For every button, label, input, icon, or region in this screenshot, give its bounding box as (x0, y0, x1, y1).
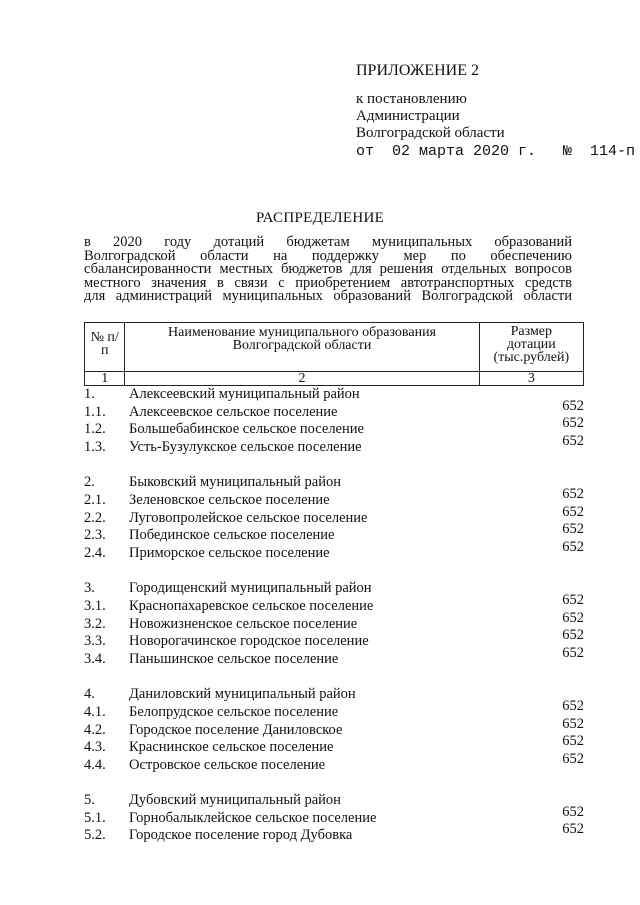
settlement-row (84, 697, 584, 722)
subsidy-amount: 652 (562, 591, 584, 608)
header-col-amount-line1: Размер (510, 324, 553, 339)
district-number: 4. (84, 686, 95, 703)
subsidy-amount: 652 (562, 539, 584, 555)
district-name: Городищенский муниципальный район (129, 580, 372, 597)
settlement-name: Усть-Бузулукское сельское поселение (129, 439, 362, 456)
district-number: 2. (84, 474, 95, 491)
settlement-number: 3.3. (84, 633, 106, 650)
intro-line: местного значения в связи с приобретением автотранспортных средств (84, 274, 572, 291)
settlement-row (84, 644, 584, 669)
settlement-name: Городское поселение Даниловское (129, 721, 343, 738)
settlement-number: 3.4. (84, 650, 106, 667)
intro-paragraph (84, 236, 572, 304)
subsidy-amount: 652 (562, 715, 584, 732)
settlement-number: 3.1. (84, 597, 106, 614)
settlement-name: Краснопахаревское сельское поселение (129, 597, 374, 614)
group-spacer (84, 669, 584, 687)
subsidy-amount: 652 (562, 733, 584, 750)
header-col-name (125, 323, 479, 372)
district-number: 3. (84, 580, 95, 597)
settlement-name: Паньшинское сельское поселение (129, 650, 339, 667)
settlement-row (84, 821, 584, 845)
settlement-row (84, 803, 584, 828)
appendix-block (356, 62, 505, 142)
settlement-name: Большебабинское сельское поселение (129, 421, 364, 438)
subsidy-amount: 652 (562, 485, 584, 502)
district-name: Даниловский муниципальный район (129, 686, 356, 703)
settlement-row (84, 539, 584, 563)
col-number-3: 3 (479, 372, 583, 386)
settlement-number: 1.1. (84, 403, 106, 420)
settlement-number: 1.2. (84, 421, 106, 438)
document-title: РАСПРЕДЕЛЕНИЕ (255, 210, 385, 226)
settlement-number: 2.3. (84, 527, 106, 544)
settlement-row (84, 715, 584, 740)
settlement-name: Белопрудское сельское поселение (129, 703, 339, 720)
district-row (84, 474, 584, 492)
group-spacer (84, 457, 584, 475)
settlement-name: Алексеевское сельское поселение (129, 403, 338, 420)
settlement-name: Луговопролейское сельское поселение (129, 509, 368, 526)
settlement-name: Приморское сельское поселение (129, 545, 330, 561)
table-header (84, 322, 584, 386)
district-number: 5. (84, 792, 95, 809)
settlement-row (84, 415, 584, 439)
settlement-row (84, 750, 584, 775)
header-col-name-line1: Наименование муниципального образования (168, 325, 436, 340)
settlement-name: Побединское сельское поселение (129, 527, 335, 544)
settlement-number: 4.3. (84, 739, 106, 756)
settlement-row (84, 485, 584, 510)
subsidy-amount: 652 (562, 609, 584, 626)
district-row (84, 386, 584, 404)
settlement-name: Горнобалыклейское сельское поселение (129, 809, 377, 826)
settlement-name: Островское сельское поселение (129, 756, 326, 773)
settlement-number: 5.1. (84, 809, 106, 826)
subsidy-amount: 652 (562, 397, 584, 414)
district-name: Дубовский муниципальный район (129, 792, 341, 809)
settlement-name: Новорогачинское городское поселение (129, 633, 369, 650)
district-row (84, 686, 584, 704)
header-col-amount (479, 323, 583, 372)
decree-date-number: от 02 марта 2020 г. № 114-п (356, 143, 636, 160)
appendix-line-2: Администрации (356, 108, 460, 124)
subsidy-amount: 652 (562, 521, 584, 538)
settlement-number: 5.2. (84, 827, 106, 844)
district-number: 1. (84, 386, 95, 402)
subsidy-amount: 652 (562, 503, 584, 520)
settlement-row (84, 609, 584, 634)
appendix-line-3: Волгоградской области (356, 125, 505, 141)
settlement-number: 4.2. (84, 721, 106, 738)
appendix-title: ПРИЛОЖЕНИЕ 2 (356, 62, 480, 79)
district-name: Алексеевский муниципальный район (129, 386, 360, 402)
intro-line: Волгоградской области на поддержку мер по обеспечению (84, 247, 572, 264)
settlement-name: Зеленовское сельское поселение (129, 491, 330, 508)
intro-line: сбалансированности местных бюджетов для решения отдельных вопросов (84, 261, 572, 278)
header-col-amount-line3: (тыс.рублей) (493, 350, 570, 365)
table-body (84, 386, 584, 845)
settlement-number: 4.4. (84, 756, 106, 773)
subsidy-amount: 652 (562, 821, 584, 838)
settlement-row (84, 627, 584, 651)
appendix-line-1: к постановлению (356, 91, 467, 107)
settlement-number: 3.2. (84, 615, 106, 632)
header-col-amount-line2: дотации (506, 337, 556, 352)
intro-line: в 2020 году дотаций бюджетам муниципальных образований (84, 234, 572, 250)
settlement-name: Краснинское сельское поселение (129, 739, 334, 756)
subsidy-amount: 652 (562, 750, 584, 767)
subsidy-amount: 652 (562, 433, 584, 450)
subsidy-amount: 652 (562, 803, 584, 820)
district-row (84, 580, 584, 598)
header-col-number-label: № п/п (90, 330, 119, 358)
settlement-row (84, 503, 584, 528)
group-spacer (84, 775, 584, 793)
settlement-row (84, 521, 584, 545)
subsidy-amount: 652 (562, 627, 584, 644)
subsidy-amount: 652 (562, 644, 584, 661)
col-number-1: 1 (85, 372, 125, 386)
group-spacer (84, 563, 584, 581)
subsidy-amount: 652 (562, 415, 584, 432)
col-number-2: 2 (125, 372, 479, 386)
intro-line: для администраций муниципальных образований Волгоградской области (84, 288, 572, 305)
subsidy-amount: 652 (562, 697, 584, 714)
settlement-row (84, 433, 584, 457)
district-row (84, 792, 584, 810)
settlement-number: 4.1. (84, 703, 106, 720)
settlement-number: 1.3. (84, 439, 106, 456)
settlement-name: Новожизненское сельское поселение (129, 615, 358, 632)
settlement-row (84, 591, 584, 616)
settlement-number: 2.2. (84, 509, 106, 526)
settlement-number: 2.1. (84, 491, 106, 508)
district-name: Быковский муниципальный район (129, 474, 341, 491)
settlement-name: Городское поселение город Дубовка (129, 827, 353, 844)
header-col-name-line2: Волгоградской области (232, 338, 372, 353)
header-col-number (85, 323, 125, 372)
settlement-row (84, 733, 584, 757)
settlement-row (84, 397, 584, 422)
settlement-number: 2.4. (84, 545, 106, 561)
